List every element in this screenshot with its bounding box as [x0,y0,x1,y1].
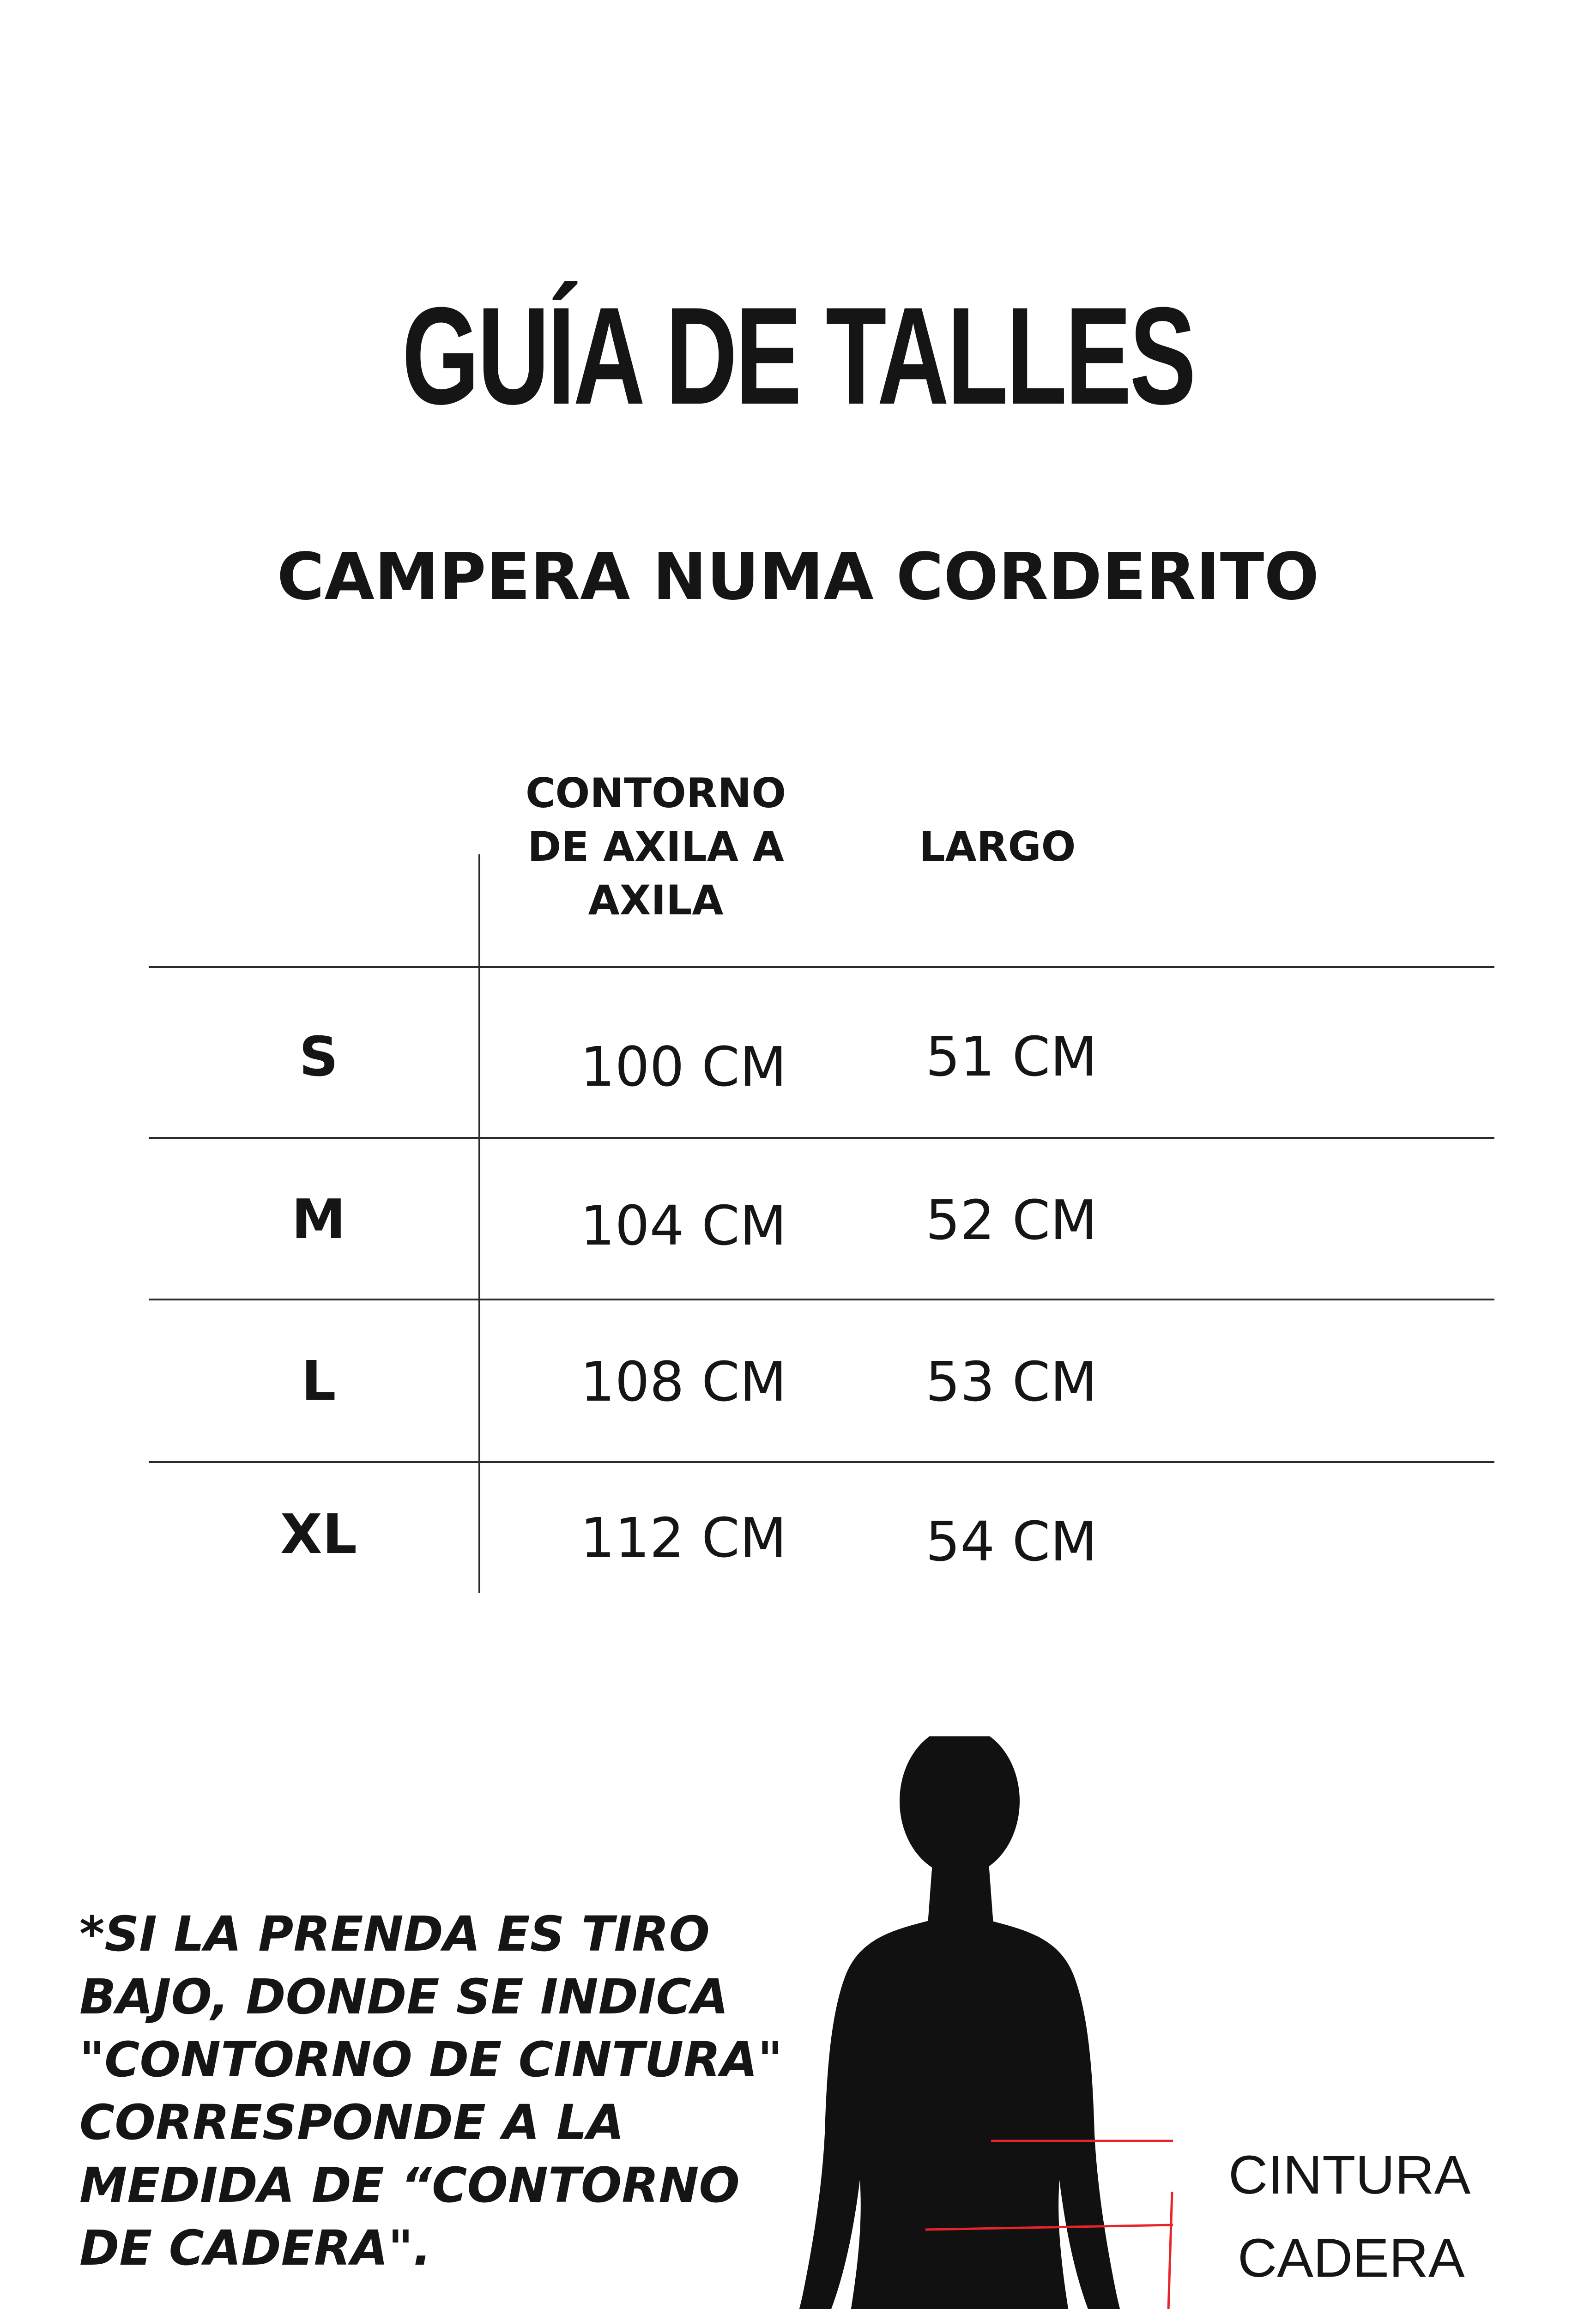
product-name: CAMPERA NUMA CORDERITO [277,539,1319,615]
label-cadera: CADERA [1238,2228,1465,2289]
table-divider [149,966,1494,968]
table-divider [149,1299,1494,1300]
size-label: XL [280,1502,357,1566]
largo-value: 52 CM [925,1188,1097,1252]
figure [739,1736,1201,2309]
contorno-value: 100 CM [580,1035,787,1099]
largo-value: 54 CM [925,1510,1097,1573]
female-body-silhouette-icon [739,1736,1201,2309]
contorno-value: 104 CM [580,1194,787,1257]
contorno-value: 108 CM [580,1350,787,1414]
page-title: GUÍA DE TALLES [402,278,1194,433]
size-label: M [291,1187,346,1251]
table-divider [149,1461,1494,1463]
size-label: S [299,1025,339,1088]
column-header-contorno: CONTORNO DE AXILA A AXILA [525,769,786,924]
note-tiro-bajo: *SI LA PRENDA ES TIRO BAJO, DONDE SE INDICA "CONTORNO DE CINTURA" CORRESPONDE A LA MEDIDA DE “CONTORNO DE CADERA". [79,1906,783,2276]
table-vertical-divider [478,854,480,1593]
contorno-value: 112 CM [580,1506,787,1570]
column-header-largo: LARGO [919,823,1076,870]
largo-value: 53 CM [925,1350,1097,1414]
largo-value: 51 CM [925,1025,1097,1088]
table-divider [149,1137,1494,1139]
label-cintura: CINTURA [1228,2145,1471,2206]
size-label: L [301,1349,336,1413]
